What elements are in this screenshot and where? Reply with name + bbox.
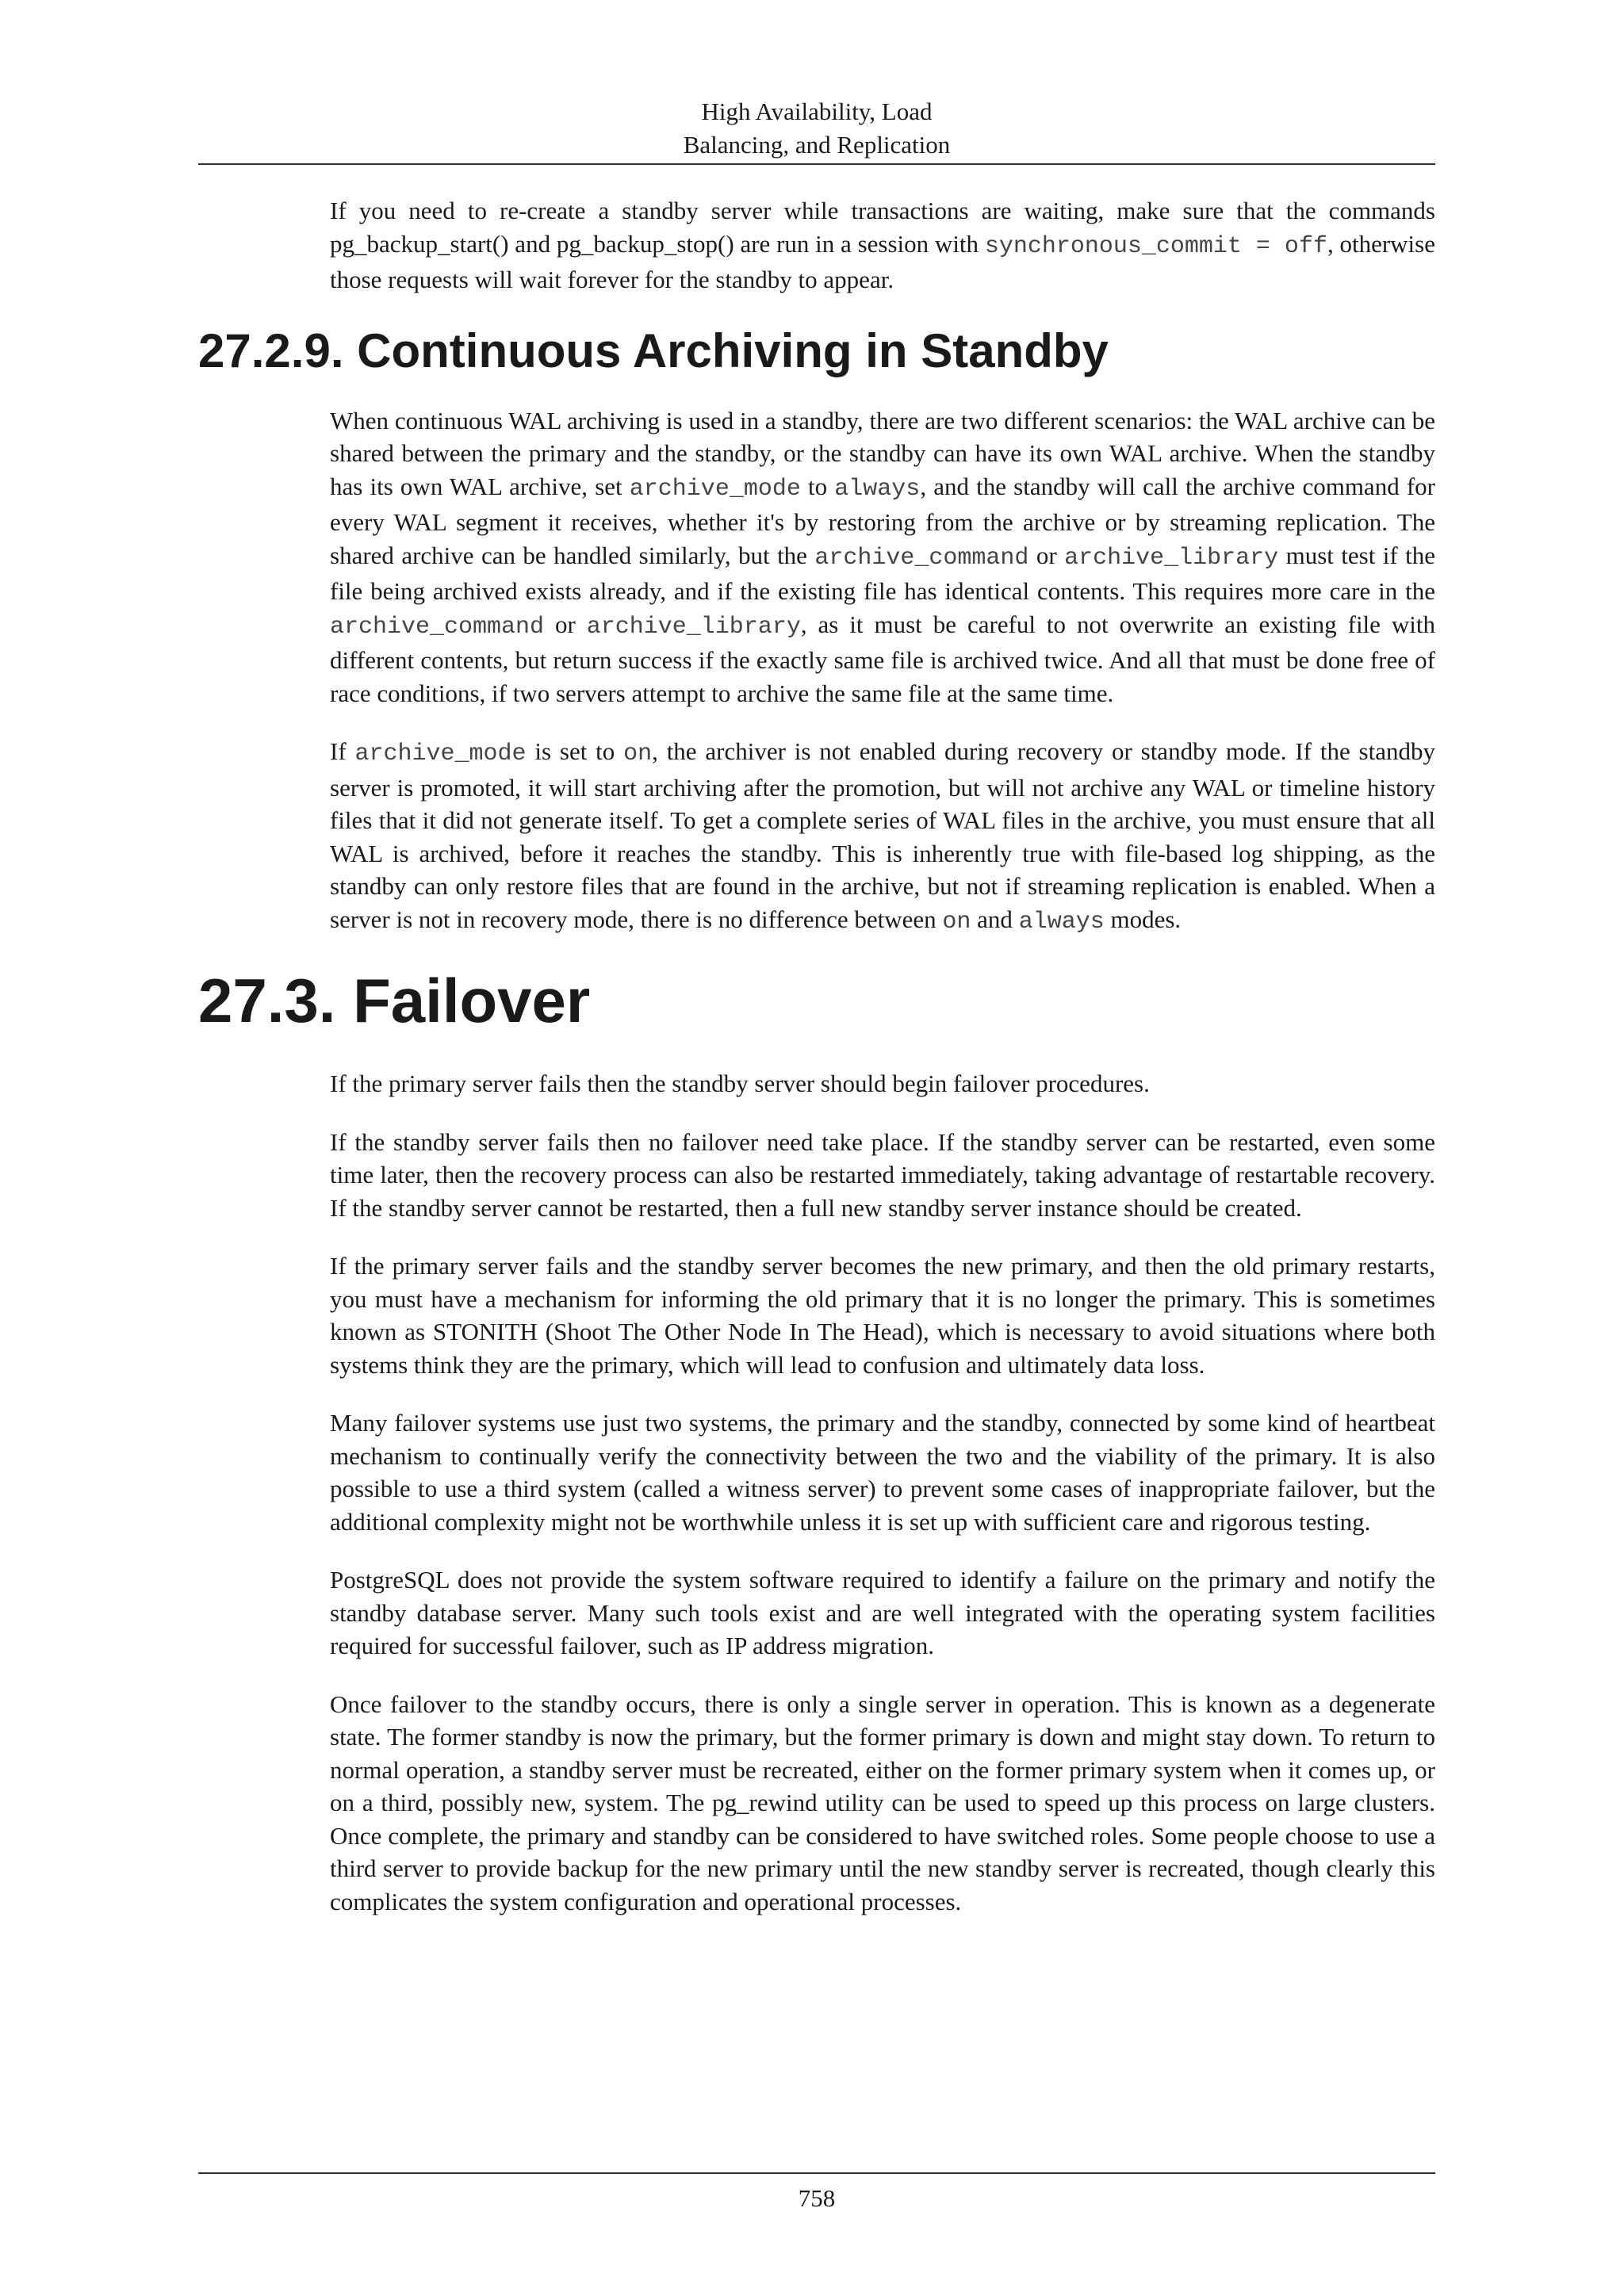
text-run: or [544, 610, 587, 638]
paragraph: If the primary server fails and the standby server becomes the new primary, and then the old primary restarts, you must have a mechanism for informing the old primary that it is no longer the primary. This is sometimes known as STONITH (Shoot The Other Node In The Head), which is necessary to avoid situations where both systems think they are the primary, which will lead to confusion and ultimately data loss. [330, 1252, 1435, 1379]
page-content [198, 194, 1435, 1943]
inline-code: archive_command [814, 544, 1029, 572]
inline-code: synchronous_commit = off [984, 232, 1327, 260]
running-header-line-1: High Availability, Load [701, 98, 933, 125]
text-run: is set to [526, 737, 624, 765]
text-run: and [971, 905, 1019, 933]
text-run: modes. [1104, 905, 1182, 933]
text-run: When continuous WAL archiving is used in a standby, there are two different scenarios: the WAL archive can be shared between the primary and the standby, or the standby can have its own WAL archive. When the standby has its own WAL archive, set [330, 406, 1435, 500]
paragraph: Many failover systems use just two systems, the primary and the standby, connected by some kind of heartbeat mechanism to continually verify the connectivity between the two and the viability of the primary. It is also possible to use a third system (called a witness server) to prevent some cases of inappropriate failover, but the additional complexity might not be worthwhile unless it is set up with sufficient care and rigorous testing. [330, 1409, 1435, 1536]
inline-code: archive_library [586, 613, 801, 641]
inline-code: archive_library [1064, 544, 1279, 572]
text-run: If [330, 737, 355, 765]
inline-code: archive_mode [354, 740, 527, 767]
section-heading-27-3: 27.3. Failover [198, 966, 591, 1035]
text-run: must test if the file being archived exists already, and if the existing file has identical contents. This requires more care in the [330, 541, 1436, 605]
inline-code: on [942, 908, 971, 936]
paragraph: If the primary server fails then the standby server should begin failover procedures. [330, 1070, 1150, 1097]
section-27-3-body [330, 1067, 1435, 1918]
footer-rule [198, 2172, 1435, 2174]
text-run: or [1028, 541, 1065, 569]
running-header [198, 95, 1435, 162]
running-header-line-2: Balancing, and Replication [683, 131, 951, 159]
paragraph: If the standby server fails then no failover need take place. If the standby server can be restarted, even some time later, then the recovery process can also be restarted immediately, taking advantage of restartable recovery. If the standby server cannot be restarted, then a full new standby server instance should be created. [330, 1127, 1435, 1222]
paragraph [330, 735, 1435, 939]
section-27-2-9-body [330, 404, 1435, 939]
inline-code: always [1018, 908, 1105, 936]
text-run: to [800, 472, 835, 500]
section-heading-27-2-9: 27.2.9. Continuous Archiving in Standby [198, 323, 1109, 377]
intro-body [330, 194, 1435, 297]
text-run: , and the standby will call the archive command for every WAL segment it receives, whether it's by restoring from the archive or by streaming replication. The shared archive can be handled similarly, but the [330, 472, 1435, 569]
header-rule [198, 163, 1435, 165]
intro-paragraph [330, 194, 1435, 297]
paragraph: PostgreSQL does not provide the system software required to identify a failure on the primary and notify the standby database server. Many such tools exist and are well integrated with the operating system facilities required for successful failover, such as IP address migration. [330, 1566, 1435, 1659]
text-run: , the archiver is not enabled during recovery or standby mode. If the standby server is promoted, it will start archiving after the promotion, but will not archive any WAL or timeline history files that it did not generate itself. To get a complete series of WAL files in the archive, you must ensure that all WAL is archived, before it reaches the standby. This is inherently true with file-based log shipping, as the standby can only restore files that are found in the archive, but not if streaming replication is enabled. When a server is not in recovery mode, there is no difference between [330, 737, 1435, 933]
paragraph [330, 404, 1435, 710]
inline-code: archive_command [330, 613, 545, 641]
paragraph: Once failover to the standby occurs, there is only a single server in operation. This is known as a degenerate state. The former standby is now the primary, but the former primary is down and might stay down. To return to normal operation, a standby server must be recreated, either on the former primary system when it comes up, or on a third, possibly new, system. The pg_rewind utility can be used to speed up this process on large clusters. Once complete, the primary and standby can be considered to have switched roles. Some people choose to use a third server to provide backup for the new primary until the new standby server is recreated, though clearly this complicates the system configuration and operational processes. [330, 1689, 1435, 1915]
inline-code: always [834, 475, 921, 503]
inline-code: archive_mode [629, 475, 801, 503]
text-run: , as it must be careful to not overwrite an existing file with different contents, but return success if the exactly same file is archived twice. And all that must be done free of race conditions, if two servers attempt to archive the same file at the same time. [330, 610, 1435, 707]
page-number: 758 [798, 2184, 836, 2212]
text-run: , otherwise those requests will wait forever for the standby to appear. [330, 229, 1435, 293]
inline-code: on [623, 740, 653, 767]
text-run: If you need to re-create a standby server while transactions are waiting, make sure that the commands pg_backup_start() and pg_backup_stop() are run in a session with [330, 197, 1435, 258]
